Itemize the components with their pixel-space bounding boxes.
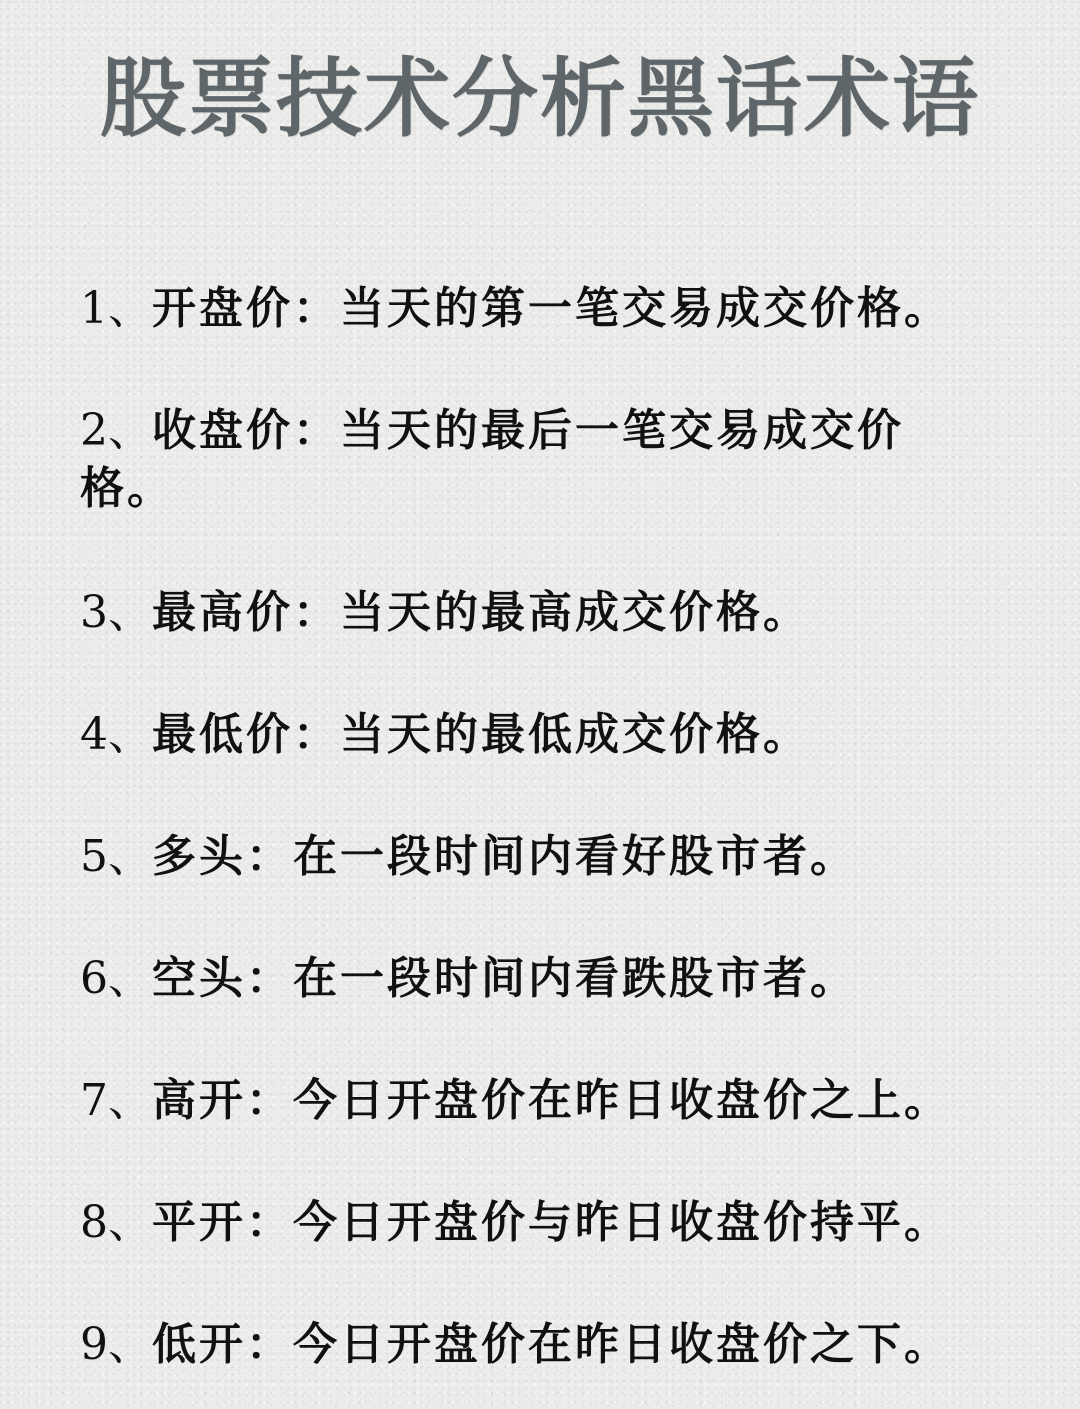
item-number: 9、 [80,1319,152,1370]
item-text: 空头：在一段时间内看跌股市者。 [152,953,857,1004]
item-text: 低开：今日开盘价在昨日收盘价之下。 [152,1319,951,1370]
list-item [80,402,980,518]
item-number: 3、 [80,587,152,638]
list-item [80,1194,980,1252]
item-number: 7、 [80,1075,152,1126]
page-title: 股票技术分析黑话术语 [100,48,980,149]
list-item [80,280,980,338]
item-number: 5、 [80,831,152,882]
item-number: 6、 [80,953,152,1004]
item-number: 1、 [80,283,152,334]
item-number: 8、 [80,1197,152,1248]
list-item [80,584,980,642]
list-item [80,706,980,764]
item-text: 开盘价：当天的第一笔交易成交价格。 [152,283,951,334]
item-text: 收盘价：当天的最后一笔交易成交价格。 [80,405,904,514]
item-text: 高开：今日开盘价在昨日收盘价之上。 [152,1075,951,1126]
item-number: 2、 [80,405,152,456]
item-text: 多头：在一段时间内看好股市者。 [152,831,857,882]
item-number: 4、 [80,709,152,760]
item-text: 最低价：当天的最低成交价格。 [152,709,810,760]
list-item [80,1316,980,1374]
item-text: 最高价：当天的最高成交价格。 [152,587,810,638]
list-item [80,950,980,1008]
list-item [80,828,980,886]
item-text: 平开：今日开盘价与昨日收盘价持平。 [152,1197,951,1248]
list-item [80,1072,980,1130]
